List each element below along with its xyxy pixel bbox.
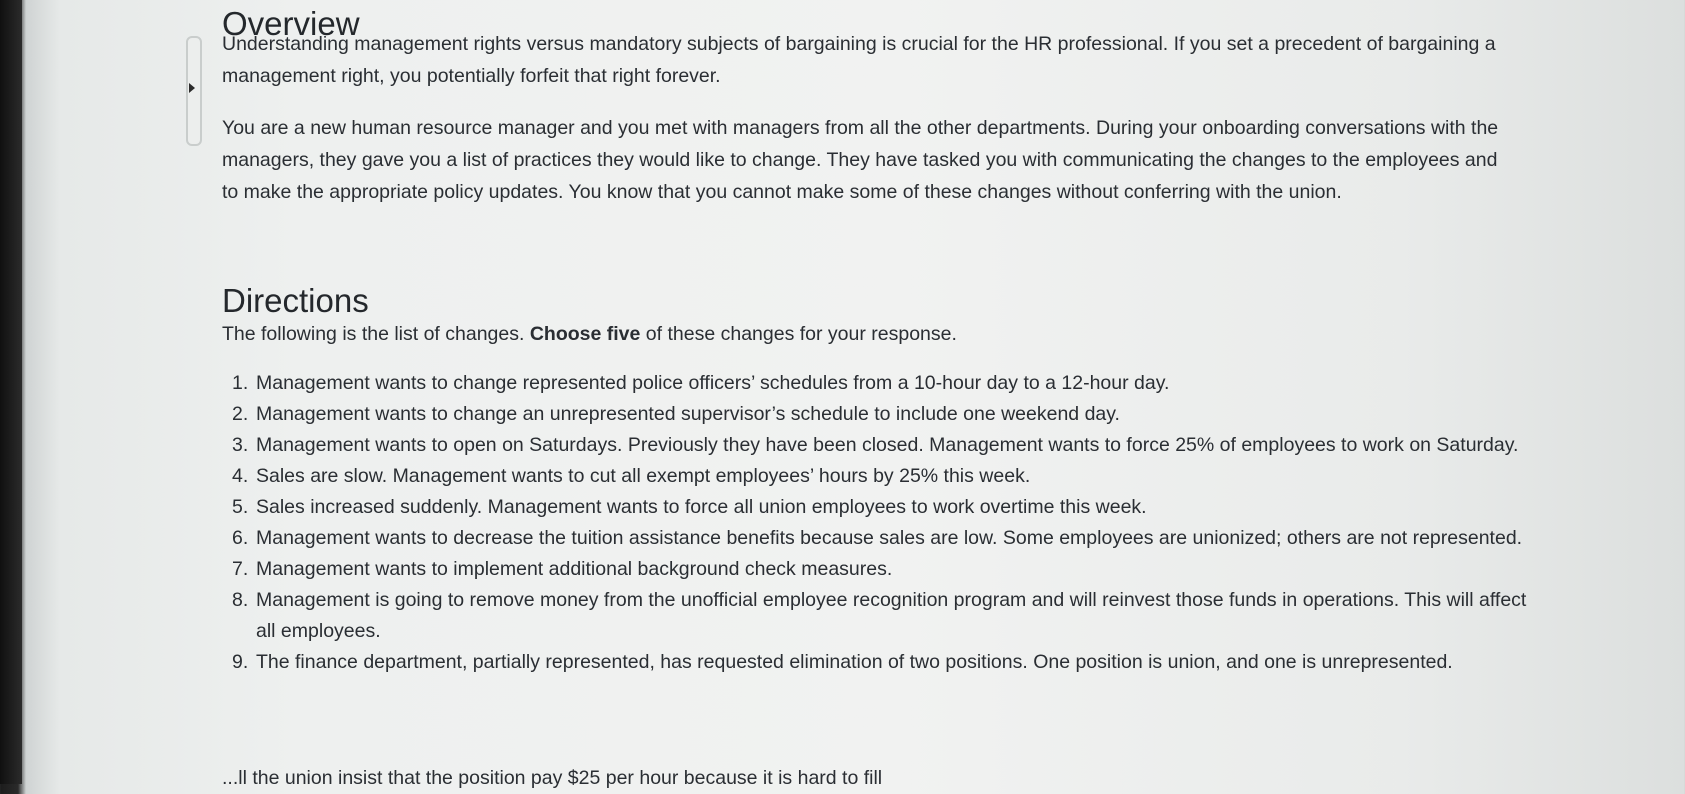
list-item-number: 3. xyxy=(232,434,249,456)
overview-heading: Overview xyxy=(222,5,360,42)
cutoff-line: ...ll the union insist that the position pay $25 per hour because it is hard to fill xyxy=(222,767,883,789)
list-item-text: Sales increased suddenly. Management wants to force all union employees to work overtime this week. xyxy=(256,496,1147,518)
list-item-text: Sales are slow. Management wants to cut all exempt employees’ hours by 25% this week. xyxy=(256,465,1031,487)
list-item xyxy=(232,399,1542,430)
list-item-number: 5. xyxy=(232,496,249,518)
list-item-number: 9. xyxy=(232,651,249,673)
list-item-number: 4. xyxy=(232,465,249,487)
changes-list xyxy=(232,368,1542,678)
list-item-text: The finance department, partially represented, has requested elimination of two positions. One position is union, and one is unrepresented. xyxy=(256,651,1453,673)
list-item-number: 1. xyxy=(232,372,249,394)
list-item-text: Management wants to change represented police officers’ schedules from a 10-hour day to a 12-hour day. xyxy=(256,372,1170,394)
list-item-text: Management wants to open on Saturdays. Previously they have been closed. Management wants to force 25% of employees to work on Saturday. xyxy=(256,434,1519,456)
list-item-text: Management is going to remove money from the unofficial employee recognition program and will reinvest those funds in operations. This will affect all employees. xyxy=(256,589,1527,642)
intro-text-after: of these changes for your response. xyxy=(640,323,957,345)
list-item-number: 2. xyxy=(232,403,249,425)
list-item-text: Management wants to decrease the tuition assistance benefits because sales are low. Some employees are unionized; others are not represented. xyxy=(256,527,1523,549)
list-item-number: 8. xyxy=(232,589,249,611)
screen-bezel xyxy=(0,0,22,784)
expand-arrow-icon[interactable] xyxy=(189,83,195,93)
list-item xyxy=(232,585,1542,647)
list-item xyxy=(232,430,1542,461)
list-item xyxy=(232,523,1542,554)
list-item xyxy=(232,368,1542,399)
list-item xyxy=(232,554,1542,585)
directions-intro xyxy=(222,318,1222,350)
list-item xyxy=(232,461,1542,492)
list-item xyxy=(232,492,1542,523)
list-item-number: 6. xyxy=(232,527,249,549)
list-item xyxy=(232,647,1542,678)
directions-heading: Directions xyxy=(222,282,369,319)
list-item-number: 7. xyxy=(232,558,249,580)
overview-paragraph-1: Understanding management rights versus mandatory subjects of bargaining is crucial for the HR professional. If you set a precedent of bargaining a management right, you potentially forfeit that right forever. xyxy=(222,33,1496,87)
intro-text-before: The following is the list of changes. xyxy=(222,323,530,345)
intro-text-bold: Choose five xyxy=(529,323,641,345)
list-item-text: Management wants to implement additional background check measures. xyxy=(256,558,893,580)
list-item-text: Management wants to change an unrepresented supervisor’s schedule to include one weekend day. xyxy=(256,403,1120,425)
overview-paragraph-2: You are a new human resource manager and you met with managers from all the other departments. During your onboarding conversations with the managers, they gave you a list of practices they would like to change. They have tasked you with communicating the changes to the employees and to make the appropriate policy updates. You know that you cannot make some of these changes without conferring with the union. xyxy=(222,117,1499,203)
